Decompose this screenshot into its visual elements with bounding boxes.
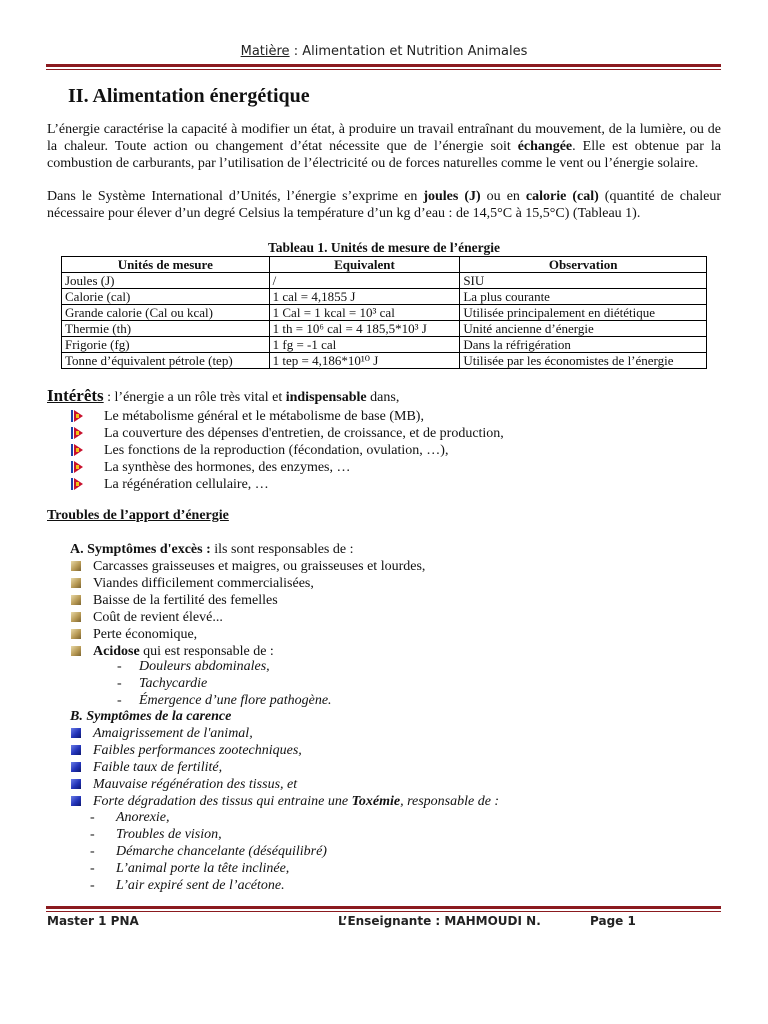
square-bullet-icon [71, 629, 81, 639]
list-item [70, 575, 425, 592]
list-item [117, 658, 332, 675]
arrow-bullet-icon [70, 460, 84, 474]
square-bullet-icon [71, 728, 81, 738]
list-item [90, 877, 327, 894]
intro-p2-b: ou en [480, 189, 526, 204]
excess-subheading-text: ils sont responsables de : [210, 542, 354, 557]
intro-paragraph-1 [47, 121, 721, 172]
list-item [70, 609, 425, 626]
dash-marker: - [90, 827, 95, 842]
excess-subheading-label: A. Symptômes d'excès : [70, 542, 211, 557]
intro-paragraph-2 [47, 188, 721, 222]
list-item-text: Les fonctions de la reproduction (fécondation, ovulation, …), [104, 443, 449, 458]
list-item [70, 776, 499, 793]
list-item-text: Douleurs abdominales, [139, 659, 270, 674]
table-header-row [62, 257, 707, 273]
table-header-cell: Unités de mesure [62, 257, 270, 273]
footer-program: Master 1 PNA [47, 914, 139, 928]
table-cell: 1 th = 10⁶ cal = 4 185,5*10³ J [269, 321, 460, 337]
intro-p2-calorie: calorie (cal) [525, 189, 599, 204]
deficiency-list [70, 725, 499, 810]
list-item [70, 408, 504, 425]
toxemie-text-a: Forte dégradation des tissus qui entraine une [93, 794, 352, 809]
table-row [62, 289, 707, 305]
list-item [70, 725, 499, 742]
footer-teacher: L’Enseignante : MAHMOUDI N. [338, 914, 541, 928]
header-subject: Alimentation et Nutrition Animales [302, 44, 528, 59]
square-bullet-icon [71, 796, 81, 806]
list-item [90, 843, 327, 860]
arrow-bullet-icon [70, 477, 84, 491]
list-item [70, 558, 425, 575]
list-item [90, 809, 327, 826]
list-item [70, 742, 499, 759]
intro-p1-bold: échangée [517, 139, 573, 154]
list-item-text: Tachycardie [139, 676, 208, 691]
table-row [62, 305, 707, 321]
intro-p2-c: (quantité de chaleur nécessaire pour élever d’un degré Celsius la température d’un kg d’eau : de 14,5°C à 15,5°C) (Tableau 1). [47, 189, 721, 221]
table-cell: Unité ancienne d’énergie [460, 321, 707, 337]
dash-marker: - [90, 878, 95, 893]
list-item-text: L’air expiré sent de l’acétone. [116, 878, 285, 893]
excess-subheading [70, 542, 353, 558]
list-item [70, 425, 504, 442]
table-cell: Dans la réfrigération [460, 337, 707, 353]
interets-text-b: dans, [366, 390, 400, 405]
table-row [62, 337, 707, 353]
list-item-text: Faible taux de fertilité, [93, 760, 223, 775]
list-item-text: Amaigrissement de l'animal, [93, 726, 253, 741]
list-item [70, 459, 504, 476]
table-row [62, 273, 707, 289]
interets-heading: Intérêts [47, 386, 104, 405]
footer-rule-thin [46, 911, 721, 912]
dash-marker: - [90, 861, 95, 876]
square-bullet-icon [71, 646, 81, 656]
table-cell: La plus courante [460, 289, 707, 305]
toxemie-label: Toxémie [351, 794, 401, 809]
table-cell: 1 Cal = 1 kcal = 10³ cal [269, 305, 460, 321]
troubles-heading: Troubles de l’apport d’énergie [47, 508, 229, 523]
table-cell: 1 cal = 4,1855 J [269, 289, 460, 305]
list-item [70, 793, 499, 810]
header-rule-thick [46, 64, 721, 67]
footer-rule-thick [46, 906, 721, 909]
square-bullet-icon [71, 762, 81, 772]
energy-units-table [61, 256, 707, 369]
table-cell: Utilisée par les économistes de l’énergie [460, 353, 707, 369]
arrow-bullet-icon [70, 443, 84, 457]
list-item-text: Faibles performances zootechniques, [93, 743, 302, 758]
list-item [70, 592, 425, 609]
square-bullet-icon [71, 779, 81, 789]
table-cell: 1 tep = 4,186*10¹⁰ J [269, 353, 460, 369]
table-row [62, 353, 707, 369]
interets-text-a: : l’énergie a un rôle très vital et [103, 390, 286, 405]
header-rule-thin [46, 69, 721, 70]
interets-list [70, 408, 504, 493]
list-item-text: Démarche chancelante (déséquilibré) [116, 844, 327, 859]
list-item [90, 860, 327, 877]
table-cell: Tonne d’équivalent pétrole (tep) [62, 353, 270, 369]
list-item-text: Perte économique, [93, 627, 198, 642]
square-bullet-icon [71, 612, 81, 622]
header-label: Matière [240, 44, 290, 59]
intro-p2-a: Dans le Système International d’Unités, l’énergie s’exprime en [47, 189, 424, 204]
list-item-text: La synthèse des hormones, des enzymes, … [104, 460, 351, 475]
list-item-text: Viandes difficilement commercialisées, [93, 576, 314, 591]
dash-marker: - [117, 693, 122, 708]
dash-marker: - [90, 810, 95, 825]
arrow-bullet-icon [70, 409, 84, 423]
list-item-text: Troubles de vision, [116, 827, 222, 842]
section-title: II. Alimentation énergétique [68, 85, 310, 107]
acidose-label: Acidose [93, 644, 140, 659]
table-cell: Utilisée principalement en diététique [460, 305, 707, 321]
list-item-text: La couverture des dépenses d'entretien, de croissance, et de production, [104, 426, 504, 441]
list-item [70, 759, 499, 776]
list-item [70, 476, 504, 493]
interets-line [47, 386, 399, 406]
list-item-text: Baisse de la fertilité des femelles [93, 593, 278, 608]
toxemie-list [90, 809, 327, 894]
acidose-text: qui est responsable de : [139, 644, 274, 659]
list-item-text: Carcasses graisseuses et maigres, ou graisseuses et lourdes, [93, 559, 426, 574]
header-separator: : [289, 44, 303, 59]
deficiency-subheading: B. Symptômes de la carence [70, 709, 232, 724]
list-item [70, 626, 425, 643]
table-header-cell: Equivalent [269, 257, 460, 273]
table-row [62, 321, 707, 337]
table-cell: / [269, 273, 460, 289]
page-header [0, 44, 768, 59]
arrow-bullet-icon [70, 426, 84, 440]
list-item [117, 675, 332, 692]
toxemie-text-b: , responsable de : [400, 794, 500, 809]
table-cell: Thermie (th) [62, 321, 270, 337]
list-item-text: Mauvaise régénération des tissus, et [93, 777, 298, 792]
square-bullet-icon [71, 595, 81, 605]
table-cell: SIU [460, 273, 707, 289]
list-item-text: L’animal porte la tête inclinée, [116, 861, 290, 876]
list-item-text: La régénération cellulaire, … [104, 477, 269, 492]
table-header-cell: Observation [460, 257, 707, 273]
list-item [90, 826, 327, 843]
list-item [70, 442, 504, 459]
dash-marker: - [90, 844, 95, 859]
dash-marker: - [117, 659, 122, 674]
table-caption: Tableau 1. Unités de mesure de l’énergie [267, 240, 501, 255]
table-cell: Calorie (cal) [62, 289, 270, 305]
square-bullet-icon [71, 745, 81, 755]
table-cell: Grande calorie (Cal ou kcal) [62, 305, 270, 321]
table-cell: Frigorie (fg) [62, 337, 270, 353]
list-item-text: Émergence d’une flore pathogène. [139, 693, 332, 708]
list-item-text: Anorexie, [116, 810, 170, 825]
dash-marker: - [117, 676, 122, 691]
intro-p2-joules: joules (J) [423, 189, 481, 204]
list-item [117, 692, 332, 709]
table-cell: 1 fg = -1 cal [269, 337, 460, 353]
square-bullet-icon [71, 561, 81, 571]
list-item-text: Coût de revient élevé... [93, 610, 223, 625]
intro-p1-end: . Elle est obtenue par la combustion de carburants, par l’utilisation de l’électricité ou de forces naturelles comme le vent ou l’énergie solaire. [47, 139, 721, 171]
table-cell: Joules (J) [62, 273, 270, 289]
list-item-text: Le métabolisme général et le métabolisme de base (MB), [104, 409, 424, 424]
square-bullet-icon [71, 578, 81, 588]
acidose-list [117, 658, 332, 709]
excess-list [70, 558, 425, 660]
intro-p1-text: L’énergie caractérise la capacité à modifier un état, à produire un travail entraînant du mouvement, de la lumière, ou de la chaleur. Toute action ou changement d’état nécessite que de l’énergie soit [47, 122, 721, 154]
footer-page-number: Page 1 [590, 914, 636, 928]
interets-text-bold: indispensable [285, 390, 367, 405]
